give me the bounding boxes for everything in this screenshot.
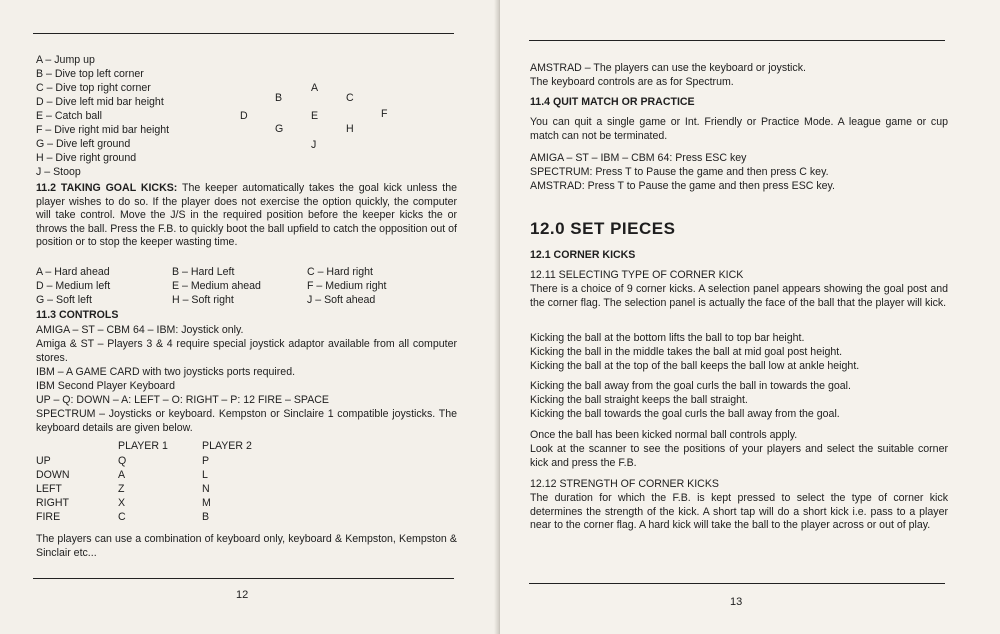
key-j: J bbox=[311, 139, 317, 151]
selecting-paragraph: There is a choice of 9 corner kicks. A selection panel appears showing the goal post and the corner flag. The selection panel is actually the face of the ball that the player will kick. bbox=[530, 283, 948, 309]
amstrad-line: AMSTRAD – The players can use the keyboard or joystick. bbox=[530, 62, 806, 74]
key-a: A bbox=[311, 82, 319, 94]
section-heading: 11.2 TAKING GOAL KICKS: bbox=[36, 182, 178, 194]
dive-item: A – Jump up bbox=[36, 54, 95, 66]
left-page bbox=[0, 0, 497, 634]
table-cell: A bbox=[118, 469, 126, 481]
height-line: Kicking the ball in the middle takes the ball at mid goal post height. bbox=[530, 346, 843, 358]
table-cell: P bbox=[202, 455, 210, 467]
kick-option: A – Hard ahead bbox=[36, 266, 110, 278]
height-line: Kicking the ball at the bottom lifts the ball to top bar height. bbox=[530, 332, 805, 344]
controls-line: AMIGA – ST – CBM 64 – IBM: Joystick only. bbox=[36, 324, 244, 336]
dive-item: F – Dive right mid bar height bbox=[36, 124, 170, 136]
kick-option: C – Hard right bbox=[307, 266, 373, 278]
curl-line: Kicking the ball towards the goal curls the ball away from the goal. bbox=[530, 408, 840, 420]
table-cell: UP bbox=[36, 455, 51, 467]
table-cell: B bbox=[202, 511, 210, 523]
key-g: G bbox=[275, 123, 284, 135]
controls-line: IBM Second Player Keyboard bbox=[36, 380, 175, 392]
kick-option: E – Medium ahead bbox=[172, 280, 261, 292]
top-rule bbox=[529, 40, 945, 41]
quit-key-line: AMIGA – ST – IBM – CBM 64: Press ESC key bbox=[530, 152, 747, 164]
table-cell: X bbox=[118, 497, 126, 509]
goal-kicks-paragraph bbox=[36, 182, 457, 250]
table-cell: RIGHT bbox=[36, 497, 69, 509]
once-line: Once the ball has been kicked normal ball controls apply. bbox=[530, 429, 798, 441]
table-cell: DOWN bbox=[36, 469, 70, 481]
page-number: 12 bbox=[236, 589, 249, 601]
table-header: PLAYER 1 bbox=[118, 440, 168, 452]
dive-item: E – Catch ball bbox=[36, 110, 102, 122]
table-cell: LEFT bbox=[36, 483, 62, 495]
kick-option: B – Hard Left bbox=[172, 266, 235, 278]
corner-kicks-heading: 12.1 CORNER KICKS bbox=[530, 249, 636, 261]
selecting-heading: 12.11 SELECTING TYPE OF CORNER KICK bbox=[530, 269, 744, 281]
table-cell: Z bbox=[118, 483, 125, 495]
key-f: F bbox=[381, 108, 388, 120]
kick-option: G – Soft left bbox=[36, 294, 92, 306]
key-c: C bbox=[346, 92, 354, 104]
kick-option: J – Soft ahead bbox=[307, 294, 376, 306]
controls-line: SPECTRUM – Joysticks or keyboard. Kempston or Sinclaire 1 compatible joysticks. The keyboard details are given below. bbox=[36, 408, 457, 434]
table-cell: L bbox=[202, 469, 208, 481]
scanner-paragraph: Look at the scanner to see the positions of your players and select the suitable corner kick and press the F.B. bbox=[530, 443, 948, 469]
closing-paragraph: The players can use a combination of keyboard only, keyboard & Kempston, Kempston & Sinclair etc... bbox=[36, 533, 457, 559]
quit-key-line: SPECTRUM: Press T to Pause the game and then press C key. bbox=[530, 166, 829, 178]
key-d: D bbox=[240, 110, 248, 122]
dive-item: H – Dive right ground bbox=[36, 152, 137, 164]
dive-item: J – Stoop bbox=[36, 166, 81, 178]
controls-line: IBM – A GAME CARD with two joysticks ports required. bbox=[36, 366, 296, 378]
table-cell: M bbox=[202, 497, 211, 509]
bottom-rule bbox=[33, 578, 454, 579]
controls-line: Amiga & ST – Players 3 & 4 require special joystick adaptor available from all computer stores. bbox=[36, 338, 457, 364]
table-header: PLAYER 2 bbox=[202, 440, 252, 452]
curl-line: Kicking the ball away from the goal curls the ball in towards the goal. bbox=[530, 380, 851, 392]
dive-item: G – Dive left ground bbox=[36, 138, 131, 150]
key-b: B bbox=[275, 92, 283, 104]
dive-item: B – Dive top left corner bbox=[36, 68, 144, 80]
strength-heading: 12.12 STRENGTH OF CORNER KICKS bbox=[530, 478, 719, 490]
table-cell: N bbox=[202, 483, 210, 495]
curl-line: Kicking the ball straight keeps the ball straight. bbox=[530, 394, 748, 406]
dive-item: D – Dive left mid bar height bbox=[36, 96, 164, 108]
set-pieces-heading: 12.0 SET PIECES bbox=[530, 219, 676, 238]
quit-heading: 11.4 QUIT MATCH OR PRACTICE bbox=[530, 96, 695, 108]
bottom-rule bbox=[529, 583, 945, 584]
strength-paragraph: The duration for which the F.B. is kept pressed to select the type of corner kick determines the strength of the kick. A short tap will do a short kick i.e. pass to a player near to the corner flag. A hard kick will take the ball to the player across or out of play. bbox=[530, 492, 948, 532]
kick-option: H – Soft right bbox=[172, 294, 234, 306]
right-page bbox=[500, 0, 1000, 634]
table-cell: Q bbox=[118, 455, 127, 467]
table-cell: FIRE bbox=[36, 511, 61, 523]
top-rule bbox=[33, 33, 454, 34]
kick-option: F – Medium right bbox=[307, 280, 387, 292]
quit-paragraph: You can quit a single game or Int. Friendly or Practice Mode. A league game or cup match can not be terminated. bbox=[530, 116, 948, 142]
page-number: 13 bbox=[730, 596, 743, 608]
table-cell: C bbox=[118, 511, 126, 523]
kick-option: D – Medium left bbox=[36, 280, 111, 292]
dive-item: C – Dive top right corner bbox=[36, 82, 151, 94]
key-e: E bbox=[311, 110, 319, 122]
key-h: H bbox=[346, 123, 354, 135]
height-line: Kicking the ball at the top of the ball keeps the ball low at ankle height. bbox=[530, 360, 860, 372]
controls-line: UP – Q: DOWN – A: LEFT – O: RIGHT – P: 12 FIRE – SPACE bbox=[36, 394, 329, 406]
amstrad-line: The keyboard controls are as for Spectrum. bbox=[530, 76, 734, 88]
goal-kicks-text: The keeper automatically takes the goal kick unless the player wishes to do so. If the player does not exercise the option quickly, the computer will take control. Move the J/S in the required position before the keeper kicks the or throws the ball. Press the F.B. to quickly boot the ball upfield to catch the opposition out of position or to stop the keeper wasting time. bbox=[36, 182, 457, 249]
quit-key-line: AMSTRAD: Press T to Pause the game and then press ESC key. bbox=[530, 180, 836, 192]
controls-heading: 11.3 CONTROLS bbox=[36, 309, 119, 321]
